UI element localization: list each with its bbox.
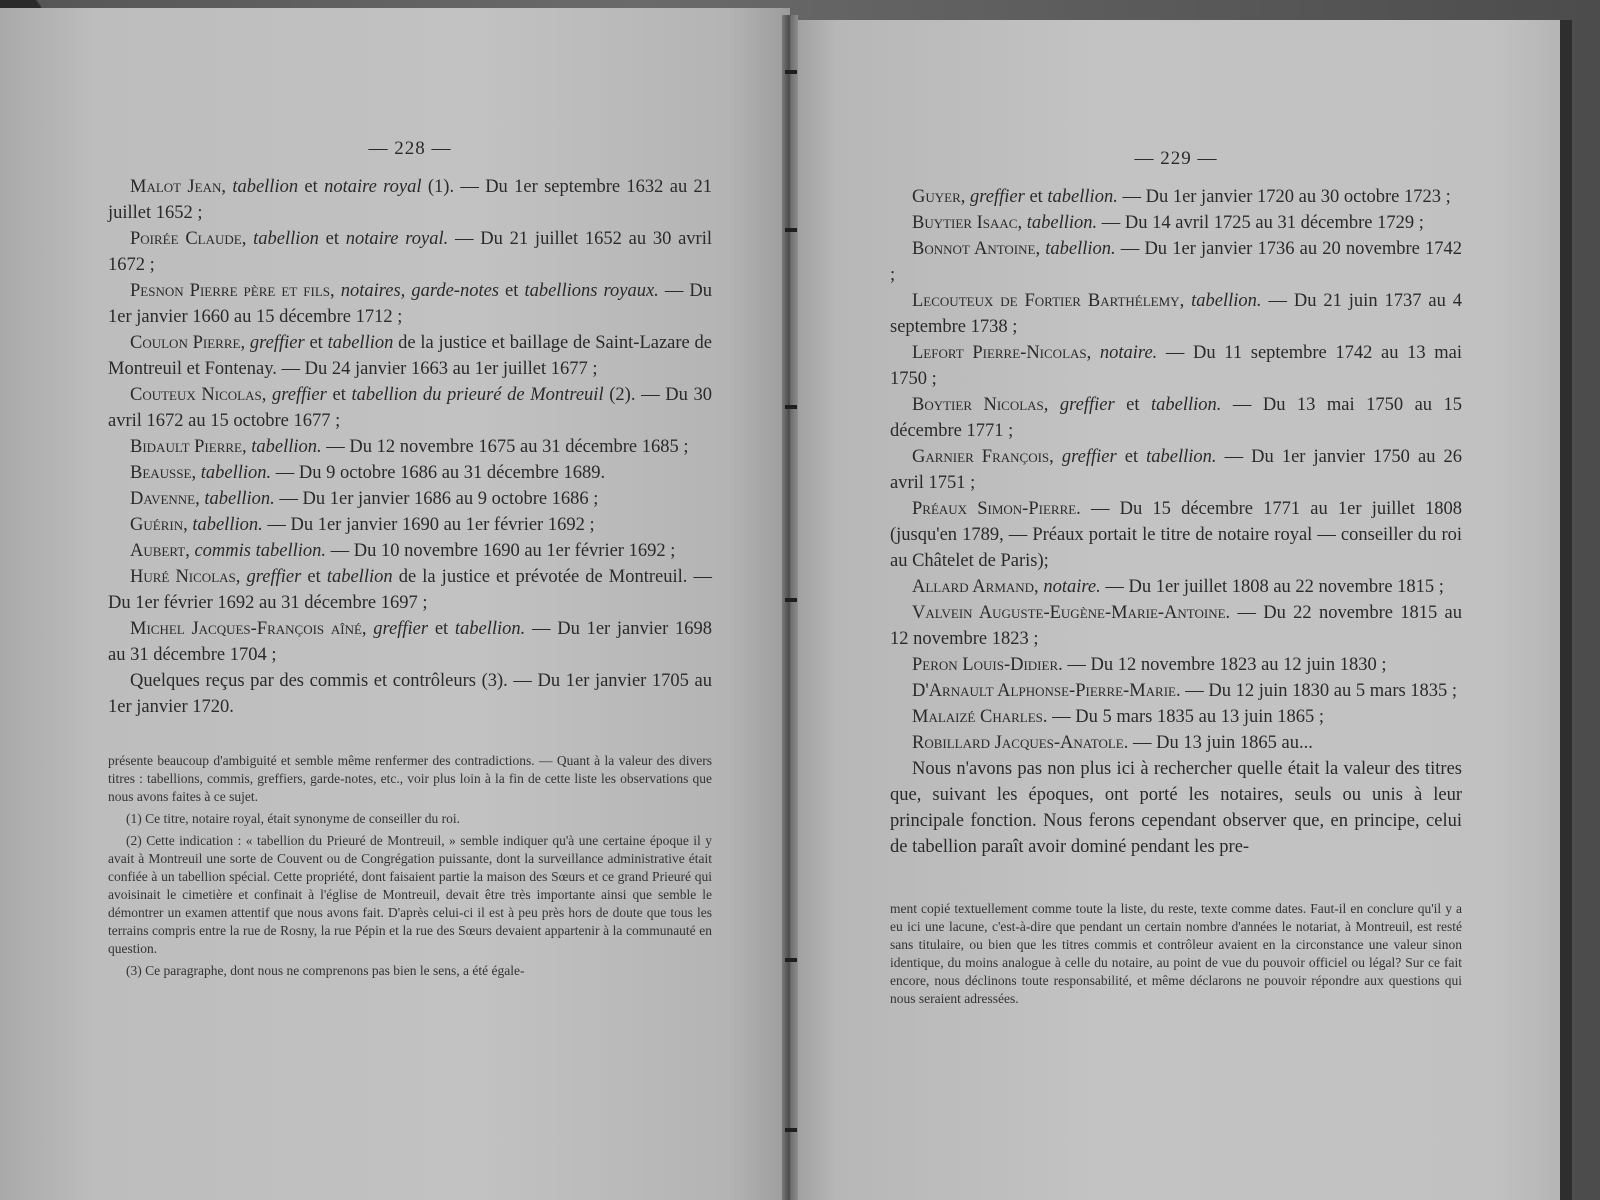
entry-name: Robillard Jacques-Anatole. bbox=[912, 733, 1129, 753]
entry-title: tabellion. bbox=[1026, 213, 1098, 233]
entries-list bbox=[890, 184, 1462, 860]
entry-title: notaires, garde-notes bbox=[340, 281, 500, 301]
entry-dates: — Du 1er juillet 1808 au 22 novembre 1815 ; bbox=[1100, 577, 1444, 597]
entry-dates: de la justice et prévotée de Montreuil. — Du 1er février 1692 au 31 décembre 1697 ; bbox=[108, 567, 713, 613]
entry-name: Bonnot Antoine, bbox=[912, 239, 1041, 259]
list-item bbox=[108, 668, 712, 720]
entry-name: Pesnon Pierre père et fils, bbox=[130, 281, 335, 301]
footnotes bbox=[890, 900, 1462, 1008]
footnote: ment copié textuellement comme toute la liste, du reste, texte comme dates. Faut-il en conclure qu'il y a eu ici une lacune, c'est-à-dire que pendant un certain nombre d'années le notariat, à Montreuil, est resté sans titulaire, ou bien que les titres commis et contrôleur avaient en la circonstance une valeur sinon identique, du moins analogue à celle du notaire, au point de vue du pouvoir officiel ou légal? Sur ce fait encore, nous déclinons toute responsabilité, et même déclarons ne pouvoir répondre aux questions qui nous seraient adressées. bbox=[890, 901, 1462, 1006]
entry-dates: — Du 12 novembre 1823 au 12 juin 1830 ; bbox=[1067, 655, 1387, 675]
binding-stitch bbox=[785, 958, 797, 962]
entry-title: tabellion. bbox=[200, 463, 272, 483]
entry-dates: — Du 22 novembre 1815 au 12 novembre 1823 ; bbox=[890, 603, 1462, 649]
entry-connector: et bbox=[499, 281, 525, 301]
binding-stitch bbox=[785, 405, 797, 409]
entry-name: Garnier François, bbox=[912, 447, 1054, 467]
list-item bbox=[890, 756, 1462, 860]
entry-dates: — Du 9 octobre 1686 au 31 décembre 1689. bbox=[271, 463, 606, 483]
entry-name: Aubert, bbox=[130, 541, 190, 561]
entry-name: Valvein Auguste-Eugène-Marie-Antoine. bbox=[912, 603, 1231, 623]
entry-dates: — Du 15 décembre 1771 au 1er juillet 1808 (jusqu'en 1789, — Préaux portait le titre de notaire royal — conseiller du roi au Châtelet de Paris); bbox=[890, 499, 1463, 571]
entry-dates: — Du 5 mars 1835 au 13 juin 1865 ; bbox=[1052, 707, 1324, 727]
entry-title: tabellion bbox=[326, 567, 393, 587]
list-item bbox=[890, 288, 1462, 340]
entry-dates: Quelques reçus par des commis et contrôleurs (3). — Du 1er janvier 1705 au 1er janvier 1720. bbox=[108, 671, 712, 717]
entry-dates: — Du 13 juin 1865 au... bbox=[1132, 733, 1313, 753]
entry-title: tabellion. bbox=[1047, 187, 1118, 207]
list-item bbox=[108, 512, 712, 538]
list-item bbox=[890, 496, 1462, 574]
left-page bbox=[0, 8, 790, 1200]
entry-name: Boytier Nicolas, bbox=[912, 395, 1049, 415]
entry-name: Coulon Pierre, bbox=[130, 333, 246, 353]
entry-title: tabellion. bbox=[1045, 239, 1116, 259]
entry-dates: — Du 13 mai 1750 au 15 décembre 1771 ; bbox=[890, 395, 1463, 441]
entry-connector: et bbox=[301, 567, 327, 587]
entry-name: Guérin, bbox=[130, 515, 188, 535]
list-item bbox=[108, 538, 712, 564]
entry-name: Allard Armand, bbox=[912, 577, 1039, 597]
entry-dates: Nous n'avons pas non plus ici à rechercher quelle était la valeur des titres que, suivant les époques, ont porté les notaires, seuls ou unis à leur principale fonction. Nous ferons cependant observer que, en principe, celui de tabellion paraît avoir dominé pendant les pre- bbox=[890, 759, 1462, 857]
list-item bbox=[108, 616, 712, 668]
entry-dates: — Du 11 septembre 1742 au 13 mai 1750 ; bbox=[890, 343, 1462, 389]
entry-title: greffier bbox=[272, 385, 327, 405]
list-item bbox=[108, 330, 712, 382]
entry-title: tabellion bbox=[232, 177, 299, 197]
list-item bbox=[890, 444, 1462, 496]
list-item bbox=[108, 460, 712, 486]
list-item bbox=[890, 730, 1462, 756]
entry-dates: (1). — Du 1er septembre 1632 au 21 juillet 1652 ; bbox=[108, 177, 713, 223]
entry-name: Malaizé Charles. bbox=[912, 707, 1048, 727]
entry-name: Michel Jacques-François aîné, bbox=[130, 619, 367, 639]
list-item bbox=[108, 434, 712, 460]
entry-connector: et bbox=[1116, 447, 1147, 467]
entry-dates: (2). — Du 30 avril 1672 au 15 octobre 1677 ; bbox=[108, 385, 712, 431]
list-item bbox=[890, 704, 1462, 730]
right-page bbox=[790, 20, 1572, 1200]
entry-title: tabellion. bbox=[204, 489, 275, 509]
entry-name: Poirée Claude, bbox=[130, 229, 247, 249]
entry-name: Malot Jean, bbox=[130, 177, 226, 197]
entry-connector: et bbox=[326, 385, 352, 405]
entry-connector: et bbox=[304, 333, 328, 353]
entry-name: Huré Nicolas, bbox=[130, 567, 241, 587]
entry-name: Lecouteux de Fortier Barthélemy, bbox=[912, 291, 1185, 311]
list-item bbox=[890, 392, 1462, 444]
entry-title: tabellion. bbox=[454, 619, 526, 639]
list-item bbox=[108, 174, 712, 226]
entry-dates: — Du 1er janvier 1720 au 30 octobre 1723 ; bbox=[1117, 187, 1451, 207]
entry-title: notaire royal. bbox=[345, 229, 449, 249]
entry-title: greffier bbox=[1061, 447, 1117, 467]
list-item bbox=[890, 340, 1462, 392]
footnote: présente beaucoup d'ambiguité et semble même renfermer des contradictions. — Quant à la valeur des divers titres : tabellions, commis, greffiers, garde-notes, etc., voir plus loin à la fin de cette liste les observations que nous avons faites à ce sujet. bbox=[108, 753, 712, 804]
list-item bbox=[108, 564, 712, 616]
entry-dates: — Du 10 novembre 1690 au 1er février 1692 ; bbox=[326, 541, 676, 561]
entry-title: tabellion. bbox=[1151, 395, 1222, 415]
entry-dates: — Du 1er janvier 1660 au 15 décembre 1712 ; bbox=[108, 281, 712, 327]
entry-name: Préaux Simon-Pierre. bbox=[912, 499, 1081, 519]
footnote: (2) Cette indication : « tabellion du Prieuré de Montreuil, » semble indiquer qu'à une certaine époque il y avait à Montreuil une sorte de Couvent ou de Congrégation puissante, dont la surveillance administrative était confiée à un tabellion spécial. Cette propriété, dont faisaient partie la maison des Sœurs et ce grand Prieuré qui avoisinait le cimetière et confinait à l'église de Montreuil, devait être très importante ainsi que semble le démontrer un examen attentif que nous avons fait. D'après celui-ci il est à peu près hors de doute que tous les terrains compris entre la rue de Rosny, la rue Pépin et la rue des Sœurs devaient appartenir à la communauté en question. bbox=[108, 833, 712, 956]
entry-connector: et bbox=[318, 229, 346, 249]
entry-title: tabellion bbox=[327, 333, 394, 353]
footnotes bbox=[108, 752, 712, 980]
entry-title: tabellions royaux. bbox=[524, 281, 659, 301]
list-item bbox=[890, 574, 1462, 600]
list-item bbox=[890, 184, 1462, 210]
entry-name: Buytier Isaac, bbox=[912, 213, 1023, 233]
binding-stitch bbox=[785, 1128, 797, 1132]
binding-stitch bbox=[785, 70, 797, 74]
entry-title: notaire royal bbox=[324, 177, 422, 197]
list-item bbox=[108, 486, 712, 512]
entry-name: Davenne, bbox=[130, 489, 200, 509]
entry-title: notaire. bbox=[1043, 577, 1101, 597]
entry-dates: — Du 12 juin 1830 au 5 mars 1835 ; bbox=[1185, 681, 1458, 701]
binding-stitch bbox=[785, 228, 797, 232]
entry-dates: — Du 1er janvier 1690 au 1er février 1692 ; bbox=[262, 515, 595, 535]
entry-title: greffier bbox=[246, 567, 302, 587]
entry-connector: et bbox=[428, 619, 455, 639]
page-number: — 229 — bbox=[1134, 148, 1218, 169]
entries-list bbox=[108, 174, 712, 720]
entry-name: Guyer, bbox=[912, 187, 966, 207]
footnote: (3) Ce paragraphe, dont nous ne comprenons pas bien le sens, a été égale- bbox=[126, 963, 525, 978]
entry-title: tabellion du prieuré de Montreuil bbox=[351, 385, 604, 405]
entry-name: Lefort Pierre-Nicolas, bbox=[912, 343, 1092, 363]
entry-dates: — Du 1er janvier 1736 au 20 novembre 1742 ; bbox=[890, 239, 1463, 285]
entry-dates: — Du 21 juillet 1652 au 30 avril 1672 ; bbox=[108, 229, 713, 275]
entry-name: Bidault Pierre, bbox=[130, 437, 247, 457]
entry-title: tabellion. bbox=[192, 515, 263, 535]
book-gutter bbox=[782, 15, 798, 1200]
list-item bbox=[890, 210, 1462, 236]
entry-name: Beausse, bbox=[130, 463, 197, 483]
entry-title: commis tabellion. bbox=[194, 541, 326, 561]
entry-title: tabellion. bbox=[1191, 291, 1262, 311]
entry-dates: — Du 1er janvier 1686 au 9 octobre 1686 ; bbox=[274, 489, 599, 509]
entry-dates: — Du 14 avril 1725 au 31 décembre 1729 ; bbox=[1097, 213, 1424, 233]
list-item bbox=[890, 600, 1462, 652]
binding-stitch bbox=[785, 598, 797, 602]
entry-title: tabellion bbox=[253, 229, 319, 249]
entry-name: Peron Louis-Didier. bbox=[912, 655, 1063, 675]
page-number: — 228 — bbox=[368, 138, 452, 159]
entry-dates: — Du 12 novembre 1675 au 31 décembre 1685 ; bbox=[321, 437, 689, 457]
entry-name: Couteux Nicolas, bbox=[130, 385, 267, 405]
entry-connector: et bbox=[1024, 187, 1048, 207]
entry-title: greffier bbox=[970, 187, 1025, 207]
entry-title: greffier bbox=[373, 619, 429, 639]
list-item bbox=[108, 278, 712, 330]
list-item bbox=[108, 226, 712, 278]
footnote: (1) Ce titre, notaire royal, était synonyme de conseiller du roi. bbox=[126, 811, 461, 826]
list-item bbox=[890, 652, 1462, 678]
entry-name: D'Arnault Alphonse-Pierre-Marie. bbox=[912, 681, 1181, 701]
entry-dates: de la justice et baillage de Saint-Lazare de Montreuil et Fontenay. — Du 24 janvier 1663 au 1er juillet 1677 ; bbox=[108, 333, 712, 379]
entry-dates: — Du 1er janvier 1698 au 31 décembre 1704 ; bbox=[108, 619, 712, 665]
list-item bbox=[890, 678, 1462, 704]
entry-title: notaire. bbox=[1099, 343, 1158, 363]
entry-connector: et bbox=[1114, 395, 1151, 415]
entry-title: tabellion. bbox=[251, 437, 322, 457]
entry-dates: — Du 21 juin 1737 au 4 septembre 1738 ; bbox=[890, 291, 1463, 337]
list-item bbox=[890, 236, 1462, 288]
entry-connector: et bbox=[298, 177, 325, 197]
entry-dates: — Du 1er janvier 1750 au 26 avril 1751 ; bbox=[890, 447, 1463, 493]
entry-title: tabellion. bbox=[1146, 447, 1217, 467]
entry-title: greffier bbox=[1059, 395, 1115, 415]
entry-title: greffier bbox=[249, 333, 305, 353]
list-item bbox=[108, 382, 712, 434]
